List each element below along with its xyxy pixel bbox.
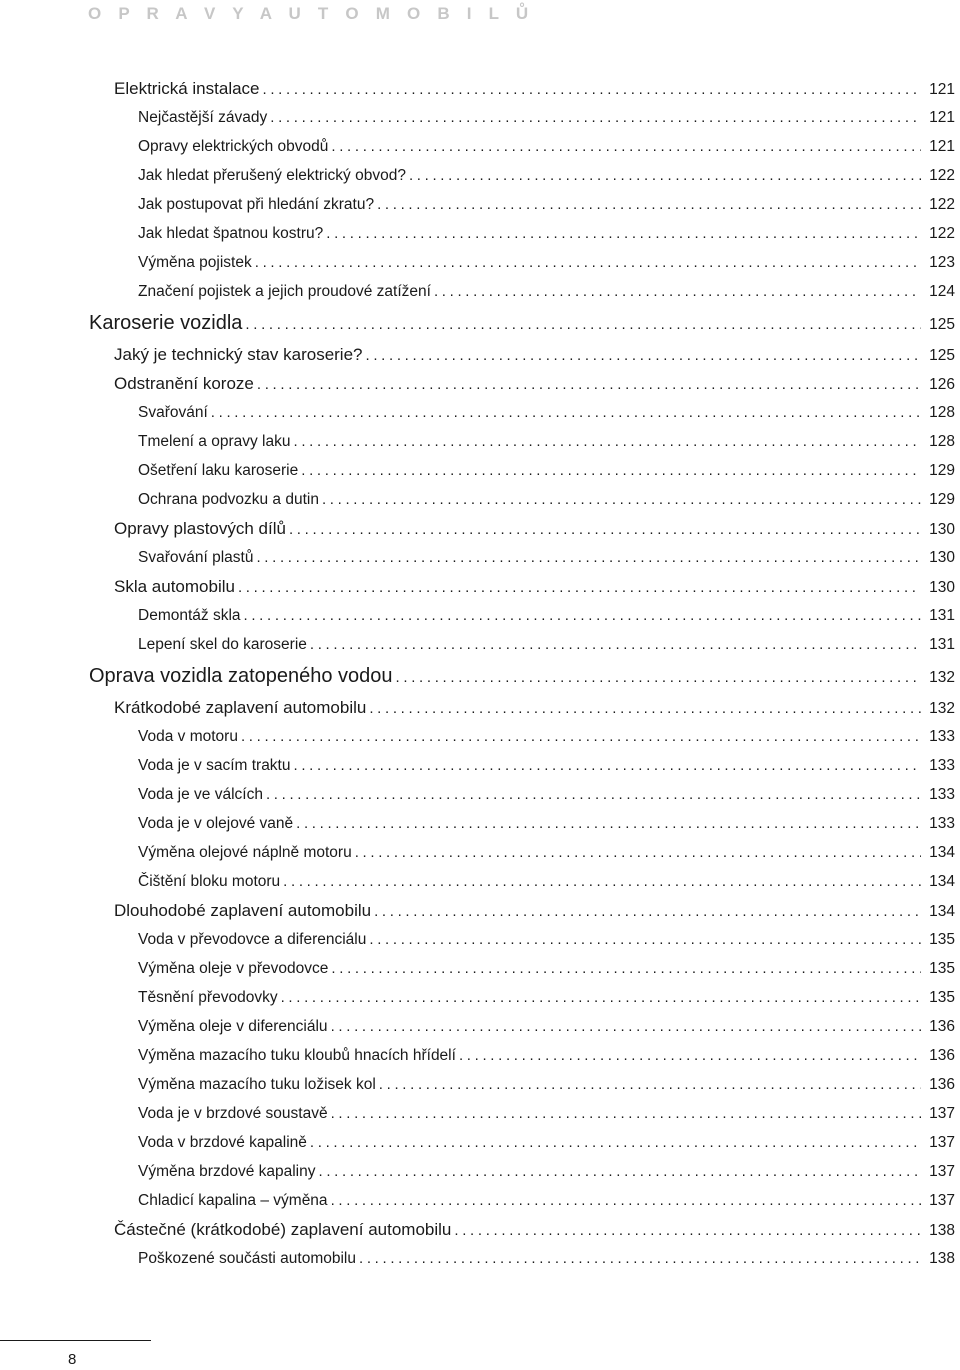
dot-leader: [326, 219, 921, 248]
toc-entry-page: 137: [929, 1134, 955, 1151]
toc-entry[interactable]: [0, 277, 960, 306]
toc-entry[interactable]: [0, 780, 960, 809]
toc-entry-page: 121: [929, 81, 955, 98]
toc-entry[interactable]: [0, 751, 960, 780]
toc-entry[interactable]: [0, 896, 960, 925]
dot-leader: [434, 277, 921, 306]
toc-entry-page: 133: [929, 757, 955, 774]
toc-entry-title: Opravy plastových dílů: [114, 519, 286, 538]
dot-leader: [255, 248, 921, 277]
page-number: 8: [68, 1351, 77, 1368]
toc-entry-title: Výměna brzdové kapaliny: [138, 1163, 316, 1180]
dot-leader: [331, 1099, 921, 1128]
toc-entry[interactable]: [0, 427, 960, 456]
toc-entry-page: 125: [929, 347, 955, 364]
toc-entry-title: Jak postupovat při hledání zkratu?: [138, 196, 375, 213]
toc-entry[interactable]: [0, 925, 960, 954]
dot-leader: [270, 103, 921, 132]
dot-leader: [257, 370, 921, 399]
dot-leader: [289, 515, 921, 544]
dot-leader: [263, 75, 921, 104]
toc-entry-title: Voda je v brzdové soustavě: [138, 1105, 328, 1122]
dot-leader: [281, 983, 921, 1012]
toc-entry-title: Karoserie vozidla: [89, 312, 243, 334]
toc-entry-page: 129: [929, 491, 955, 508]
toc-entry-page: 128: [929, 433, 955, 450]
dot-leader: [319, 1157, 922, 1186]
dot-leader: [459, 1041, 921, 1070]
toc-entry-title: Lepení skel do karoserie: [138, 636, 307, 653]
toc-entry[interactable]: [0, 1244, 960, 1273]
dot-leader: [396, 661, 921, 695]
toc-entry-title: Voda v brzdové kapalině: [138, 1134, 307, 1151]
toc-entry-title: Chladicí kapalina – výměna: [138, 1192, 328, 1209]
dot-leader: [331, 1012, 921, 1041]
toc-entry[interactable]: [0, 867, 960, 896]
toc-entry-title: Skla automobilu: [114, 577, 235, 596]
toc-entry[interactable]: [0, 219, 960, 248]
toc-entry[interactable]: [0, 103, 960, 132]
toc-entry[interactable]: [0, 693, 960, 722]
toc-entry[interactable]: [0, 1186, 960, 1215]
toc-entry-page: 130: [929, 579, 955, 596]
dot-leader: [310, 1128, 921, 1157]
toc-entry-page: 136: [929, 1018, 955, 1035]
table-of-contents: [0, 74, 960, 1273]
dot-leader: [283, 867, 921, 896]
toc-entry[interactable]: [0, 369, 960, 398]
dot-leader: [301, 456, 921, 485]
toc-entry[interactable]: [0, 572, 960, 601]
toc-entry-title: Voda je v olejové vaně: [138, 815, 294, 832]
toc-entry-title: Poškozené součásti automobilu: [138, 1250, 356, 1267]
dot-leader: [369, 925, 921, 954]
dot-leader: [244, 601, 921, 630]
toc-entry-page: 122: [929, 225, 955, 242]
toc-entry-title: Svařování plastů: [138, 549, 254, 566]
toc-entry[interactable]: [0, 74, 960, 103]
toc-entry-page: 136: [929, 1076, 955, 1093]
toc-entry-title: Jak hledat přerušený elektrický obvod?: [138, 167, 406, 184]
dot-leader: [369, 694, 921, 723]
toc-entry-page: 129: [929, 462, 955, 479]
toc-entry-title: Opravy elektrických obvodů: [138, 138, 329, 155]
toc-entry-page: 122: [929, 196, 955, 213]
toc-entry-page: 124: [929, 283, 955, 300]
dot-leader: [366, 341, 922, 370]
toc-entry-page: 121: [929, 109, 955, 126]
dot-leader: [409, 161, 921, 190]
dot-leader: [245, 308, 921, 342]
dot-leader: [266, 780, 921, 809]
dot-leader: [454, 1216, 921, 1245]
toc-entry-page: 128: [929, 404, 955, 421]
toc-entry[interactable]: [0, 722, 960, 751]
dot-leader: [310, 630, 921, 659]
toc-entry-page: 137: [929, 1163, 955, 1180]
toc-entry-title: Demontáž skla: [138, 607, 241, 624]
toc-entry[interactable]: [0, 601, 960, 630]
dot-leader: [355, 838, 921, 867]
toc-entry-page: 137: [929, 1192, 955, 1209]
toc-entry-page: 135: [929, 989, 955, 1006]
toc-entry[interactable]: [0, 132, 960, 161]
toc-entry[interactable]: [0, 248, 960, 277]
toc-entry-page: 131: [929, 636, 955, 653]
toc-entry-title: Elektrická instalace: [114, 79, 260, 98]
toc-entry-title: Ochrana podvozku a dutin: [138, 491, 319, 508]
toc-entry-title: Ošetření laku karoserie: [138, 462, 299, 479]
toc-entry-title: Voda v převodovce a diferenciálu: [138, 931, 367, 948]
toc-entry-title: Voda v motoru: [138, 728, 238, 745]
toc-entry-page: 121: [929, 138, 955, 155]
toc-entry-title: Krátkodobé zaplavení automobilu: [114, 698, 367, 717]
toc-entry-title: Výměna oleje v převodovce: [138, 960, 329, 977]
dot-leader: [322, 485, 921, 514]
toc-entry-title: Částečné (krátkodobé) zaplavení automobilu: [114, 1220, 452, 1239]
toc-entry-title: Svařování: [138, 404, 208, 421]
toc-entry-page: 130: [929, 521, 955, 538]
dot-leader: [331, 1186, 921, 1215]
toc-entry[interactable]: [0, 1041, 960, 1070]
toc-entry-title: Nejčastější závady: [138, 109, 268, 126]
toc-entry[interactable]: [0, 398, 960, 427]
toc-entry-page: 125: [929, 316, 955, 333]
toc-entry[interactable]: [0, 1157, 960, 1186]
toc-entry-page: 132: [929, 700, 955, 717]
toc-entry-title: Výměna oleje v diferenciálu: [138, 1018, 328, 1035]
dot-leader: [377, 190, 921, 219]
toc-entry[interactable]: [0, 630, 960, 659]
toc-entry-page: 132: [929, 669, 955, 686]
dot-leader: [379, 1070, 921, 1099]
dot-leader: [294, 427, 922, 456]
toc-entry-title: Jaký je technický stav karoserie?: [114, 345, 363, 364]
toc-entry-page: 134: [929, 844, 955, 861]
toc-entry[interactable]: [0, 514, 960, 543]
dot-leader: [294, 751, 922, 780]
toc-entry-page: 131: [929, 607, 955, 624]
toc-entry[interactable]: [0, 543, 960, 572]
toc-entry-title: Výměna olejové náplně motoru: [138, 844, 352, 861]
toc-entry-page: 122: [929, 167, 955, 184]
toc-entry-page: 137: [929, 1105, 955, 1122]
dot-leader: [256, 543, 921, 572]
dot-leader: [331, 132, 921, 161]
dot-leader: [359, 1244, 921, 1273]
toc-entry-title: Voda je ve válcích: [138, 786, 263, 803]
toc-entry-page: 133: [929, 815, 955, 832]
toc-entry-page: 134: [929, 903, 955, 920]
toc-entry-page: 134: [929, 873, 955, 890]
toc-entry[interactable]: [0, 1012, 960, 1041]
toc-entry-title: Dlouhodobé zaplavení automobilu: [114, 901, 372, 920]
toc-entry-page: 133: [929, 786, 955, 803]
toc-entry-page: 138: [929, 1250, 955, 1267]
toc-entry-title: Voda je v sacím traktu: [138, 757, 291, 774]
toc-entry-title: Značení pojistek a jejich proudové zatížení: [138, 283, 431, 300]
toc-entry-title: Tmelení a opravy laku: [138, 433, 291, 450]
toc-entry[interactable]: [0, 1215, 960, 1244]
toc-entry-title: Těsnění převodovky: [138, 989, 278, 1006]
toc-entry[interactable]: [0, 190, 960, 219]
toc-entry-title: Odstranění koroze: [114, 374, 254, 393]
dot-leader: [211, 398, 921, 427]
toc-entry[interactable]: [0, 983, 960, 1012]
toc-entry[interactable]: [0, 456, 960, 485]
dot-leader: [296, 809, 921, 838]
toc-entry-page: 130: [929, 549, 955, 566]
toc-entry[interactable]: [0, 485, 960, 514]
toc-entry-title: Oprava vozidla zatopeného vodou: [89, 665, 393, 687]
toc-entry-title: Výměna mazacího tuku ložisek kol: [138, 1076, 376, 1093]
toc-entry-page: 135: [929, 931, 955, 948]
dot-leader: [238, 573, 921, 602]
toc-entry[interactable]: [0, 809, 960, 838]
toc-entry-title: Čištění bloku motoru: [138, 873, 281, 890]
toc-entry-page: 123: [929, 254, 955, 271]
toc-entry-page: 135: [929, 960, 955, 977]
toc-entry[interactable]: [0, 1099, 960, 1128]
toc-entry[interactable]: [0, 954, 960, 983]
toc-entry[interactable]: [0, 306, 960, 340]
toc-entry-title: Výměna mazacího tuku kloubů hnacích hřídelí: [138, 1047, 456, 1064]
toc-entry-title: Jak hledat špatnou kostru?: [138, 225, 324, 242]
toc-entry[interactable]: [0, 1128, 960, 1157]
toc-entry-page: 136: [929, 1047, 955, 1064]
dot-leader: [331, 954, 921, 983]
toc-entry[interactable]: [0, 838, 960, 867]
running-head: O P R A V Y A U T O M O B I L Ů: [88, 4, 535, 23]
toc-entry[interactable]: [0, 340, 960, 369]
toc-entry[interactable]: [0, 659, 960, 693]
toc-entry-page: 133: [929, 728, 955, 745]
footer-rule: [0, 1340, 151, 1341]
toc-entry[interactable]: [0, 1070, 960, 1099]
dot-leader: [374, 897, 921, 926]
toc-entry[interactable]: [0, 161, 960, 190]
toc-entry-title: Výměna pojistek: [138, 254, 252, 271]
toc-entry-page: 138: [929, 1222, 955, 1239]
dot-leader: [241, 722, 921, 751]
toc-entry-page: 126: [929, 376, 955, 393]
